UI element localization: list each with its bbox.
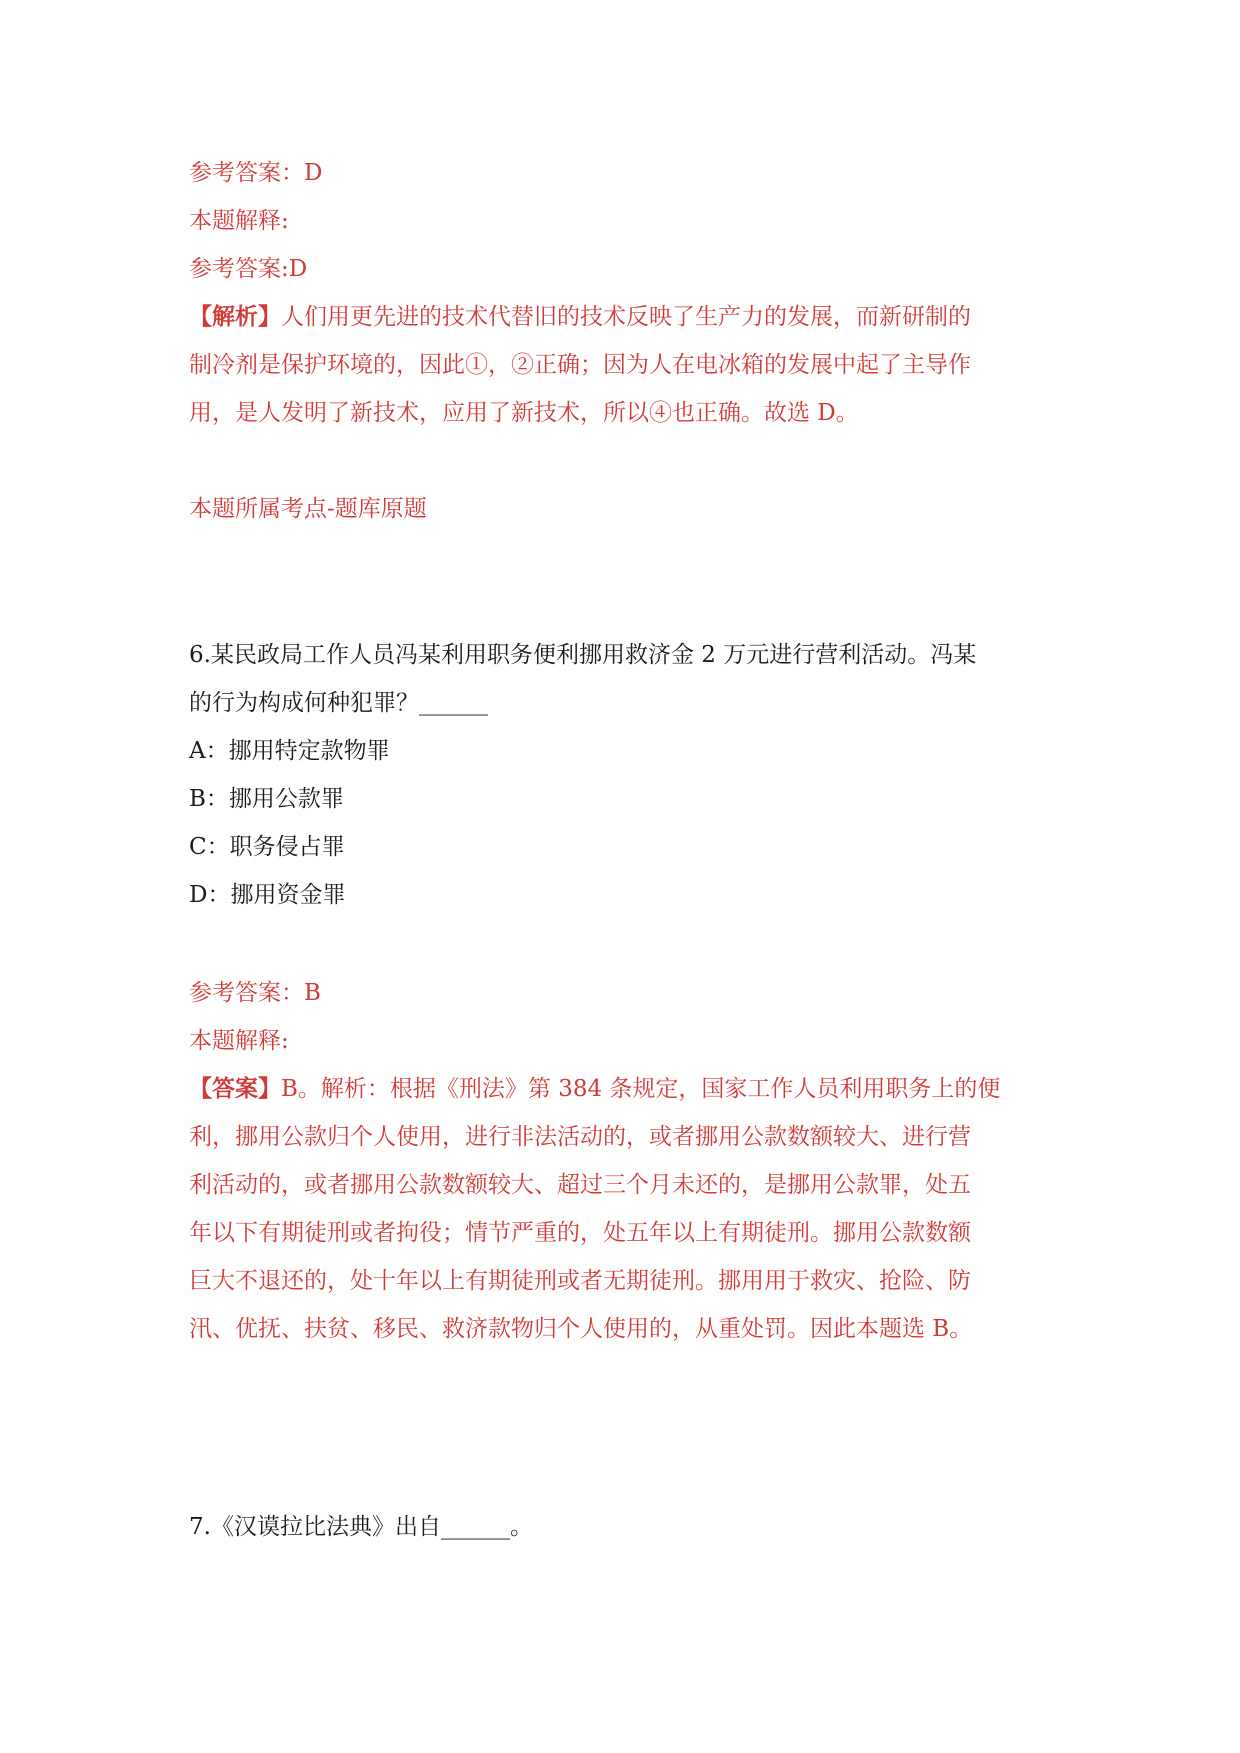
answer-label: 参考答案：B — [189, 980, 321, 1006]
analysis-tag: 【解析】 — [189, 303, 281, 330]
explanation-label: 本题解释: — [189, 1028, 289, 1054]
topic-label: 本题所属考点-题库原题 — [189, 496, 427, 522]
answer-tag: 【答案】 — [189, 1075, 281, 1102]
explanation-text: B。解析：根据《刑法》第 384 条规定，国家工作人员利用职务上的便 — [281, 1076, 1001, 1102]
question-stem: 7.《汉谟拉比法典》出自______。 — [189, 1514, 533, 1540]
explanation-line: 年以下有期徒刑或者拘役；情节严重的，处五年以上有期徒刑。挪用公款数额 — [189, 1220, 971, 1246]
analysis-line: 制冷剂是保护环境的，因此①，②正确；因为人在电冰箱的发展中起了主导作 — [189, 352, 971, 378]
option-a: A：挪用特定款物罪 — [189, 738, 390, 764]
explanation-line: 巨大不退还的，处十年以上有期徒刑或者无期徒刑。挪用用于救灾、抢险、防 — [189, 1268, 971, 1294]
explanation-line: 汛、优抚、扶贫、移民、救济款物归个人使用的，从重处罚。因此本题选 B。 — [189, 1316, 973, 1342]
analysis-line: 用，是人发明了新技术，应用了新技术，所以④也正确。故选 D。 — [189, 400, 859, 426]
option-d: D：挪用资金罪 — [189, 882, 346, 908]
answer-label-repeat: 参考答案:D — [189, 256, 308, 282]
analysis-text: 人们用更先进的技术代替旧的技术反映了生产力的发展，而新研制的 — [281, 304, 971, 330]
explanation-line: 利，挪用公款归个人使用，进行非法活动的，或者挪用公款数额较大、进行营 — [189, 1124, 971, 1150]
explanation-label: 本题解释: — [189, 208, 289, 234]
answer-label: 参考答案：D — [189, 160, 323, 186]
option-b: B：挪用公款罪 — [189, 786, 344, 812]
question-stem: 的行为构成何种犯罪？______ — [189, 690, 488, 716]
analysis-line — [189, 302, 971, 332]
explanation-line — [189, 1074, 1000, 1104]
explanation-line: 利活动的，或者挪用公款数额较大、超过三个月未还的，是挪用公款罪，处五 — [189, 1172, 971, 1198]
document-page — [189, 0, 1059, 1753]
question-stem: 6.某民政局工作人员冯某利用职务便利挪用救济金 2 万元进行营利活动。冯某 — [189, 642, 977, 668]
option-c: C：职务侵占罪 — [189, 834, 345, 860]
